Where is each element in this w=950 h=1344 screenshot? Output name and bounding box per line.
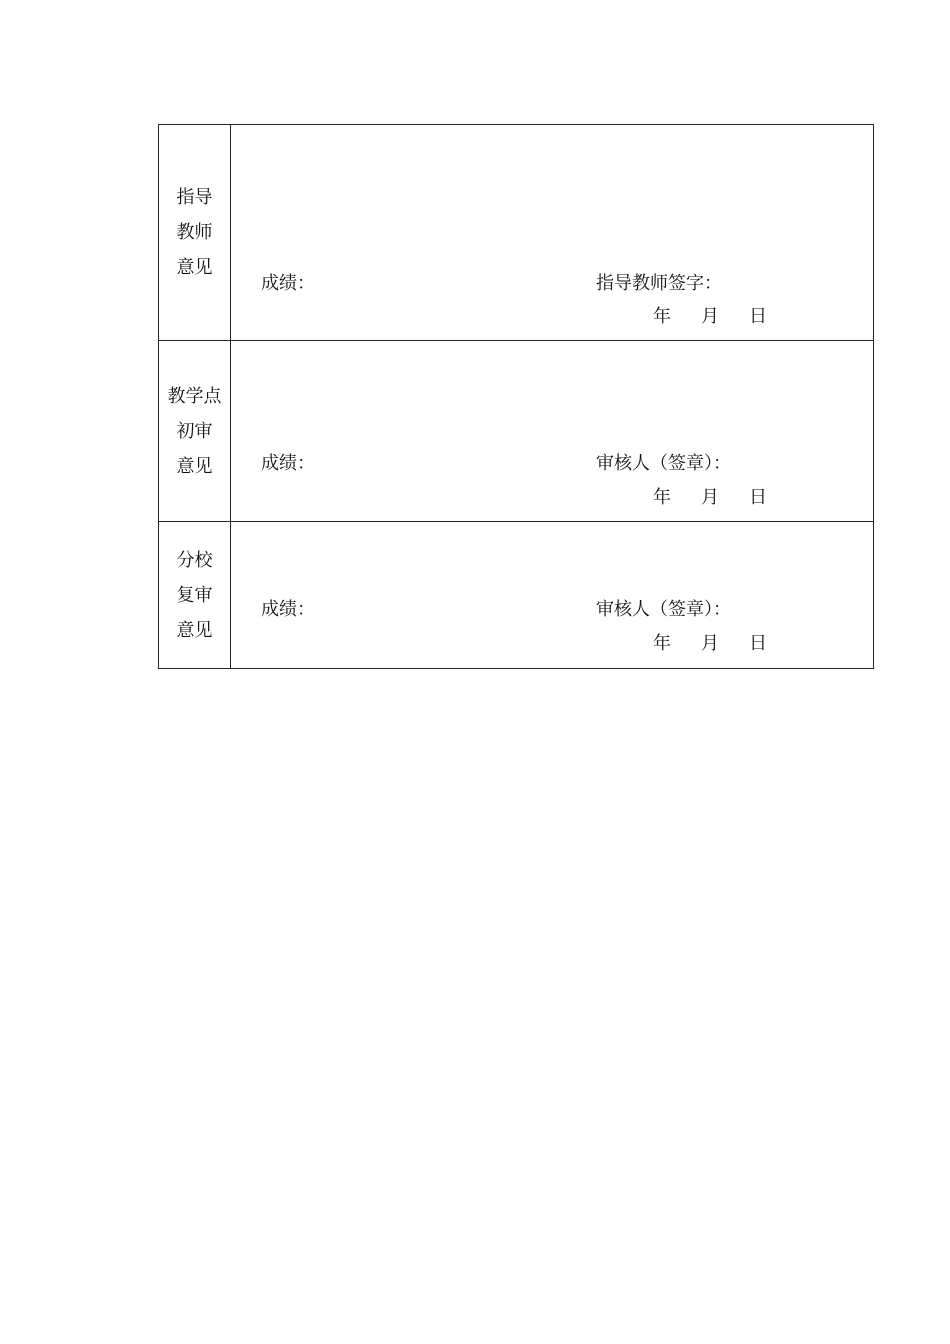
label-line: 意见 — [176, 619, 213, 641]
date-day: 日 — [749, 306, 767, 327]
date-day: 日 — [749, 633, 767, 654]
site-initial-review-content[interactable] — [231, 341, 873, 521]
label-line: 初审 — [176, 420, 213, 442]
date-month: 月 — [701, 306, 719, 327]
date-year: 年 — [653, 306, 671, 327]
label-line: 复审 — [176, 584, 213, 606]
reviewer-signature-label: 审核人（签章）： — [596, 453, 731, 474]
site-initial-review-label — [159, 341, 231, 521]
score-label: 成绩： — [261, 599, 315, 620]
date-year: 年 — [653, 487, 671, 508]
reviewer-signature-label: 审核人（签章）： — [596, 599, 731, 620]
date-day: 日 — [749, 487, 767, 508]
label-line: 分校 — [176, 549, 213, 571]
score-label: 成绩： — [261, 273, 315, 294]
label-line: 意见 — [176, 257, 213, 278]
branch-re-review-content[interactable] — [231, 522, 873, 668]
label-line: 教学点 — [167, 385, 222, 407]
date-year: 年 — [653, 633, 671, 654]
branch-re-review-row — [159, 522, 873, 668]
advisor-opinion-row — [159, 125, 873, 341]
site-initial-review-row — [159, 341, 873, 522]
label-line: 教师 — [176, 222, 213, 243]
date-month: 月 — [701, 487, 719, 508]
advisor-signature-label: 指导教师签字： — [596, 273, 722, 294]
branch-re-review-label — [159, 522, 231, 668]
advisor-opinion-label — [159, 125, 231, 340]
label-line: 指导 — [176, 187, 213, 208]
review-opinion-table — [158, 124, 874, 669]
score-label: 成绩： — [261, 453, 315, 474]
label-line: 意见 — [176, 455, 213, 477]
advisor-opinion-content[interactable] — [231, 125, 873, 340]
date-month: 月 — [701, 633, 719, 654]
